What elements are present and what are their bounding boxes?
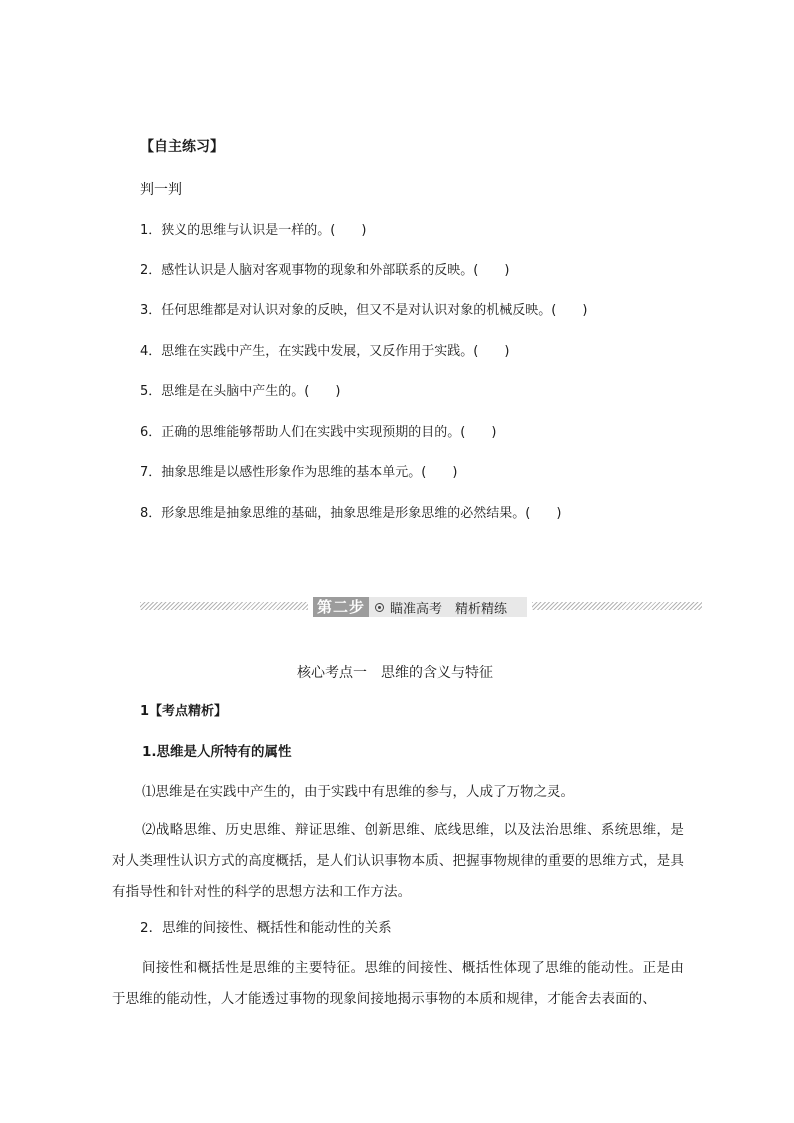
banner-stripe-right bbox=[532, 602, 702, 610]
question-item: 3．任何思维都是对认识对象的反映，但又不是对认识对象的机械反映。( ) bbox=[140, 303, 588, 318]
paragraph-text: ⑵战略思维、历史思维、辩证思维、创新思维、底线思维，以及法治思维、系统思维，是对人类理性认识方式的高度概括，是人们认识事物本质、把握事物规律的重要的思维方式，是具有指导性和针对性的科学的思想方法和工作方法。 bbox=[112, 822, 684, 900]
banner-stripe-left bbox=[140, 602, 308, 610]
banner-tagline: 瞄准高考 精析精练 bbox=[390, 601, 508, 617]
self-practice-subheading: 判一判 bbox=[140, 182, 182, 198]
question-item: 8．形象思维是抽象思维的基础，抽象思维是形象思维的必然结果。( ) bbox=[140, 506, 562, 521]
analysis-label: 1【考点精析】 bbox=[140, 704, 228, 719]
question-item: 7．抽象思维是以感性形象作为思维的基本单元。( ) bbox=[140, 465, 458, 480]
question-item: 2．感性认识是人脑对客观事物的现象和外部联系的反映。( ) bbox=[140, 263, 510, 278]
point1-title: 1.思维是人所特有的属性 bbox=[142, 744, 292, 760]
core-title: 核心考点一 思维的含义与特征 bbox=[297, 665, 493, 681]
step-label: 第二步 bbox=[313, 597, 369, 617]
target-icon bbox=[375, 603, 384, 612]
point2-paragraph bbox=[112, 953, 684, 1015]
point2-title: 2．思维的间接性、概括性和能动性的关系 bbox=[140, 920, 392, 936]
question-item: 1．狭义的思维与认识是一样的。( ) bbox=[140, 223, 367, 238]
question-item: 4．思维在实践中产生，在实践中发展，又反作用于实践。( ) bbox=[140, 344, 510, 359]
question-item: 6．正确的思维能够帮助人们在实践中实现预期的目的。( ) bbox=[140, 425, 497, 440]
point1-paragraph: ⑴思维是在实践中产生的，由于实践中有思维的参与，人成了万物之灵。 bbox=[142, 784, 574, 800]
point1-paragraph-2 bbox=[112, 815, 684, 908]
question-item: 5．思维是在头脑中产生的。( ) bbox=[140, 384, 341, 399]
paragraph-text: 间接性和概括性是思维的主要特征。思维的间接性、概括性体现了思维的能动性。正是由于思维的能动性，人才能透过事物的现象间接地揭示事物的本质和规律，才能舍去表面的、 bbox=[112, 960, 684, 1007]
section-banner bbox=[140, 597, 702, 617]
banner-box bbox=[313, 597, 527, 617]
self-practice-heading: 【自主练习】 bbox=[140, 139, 224, 155]
